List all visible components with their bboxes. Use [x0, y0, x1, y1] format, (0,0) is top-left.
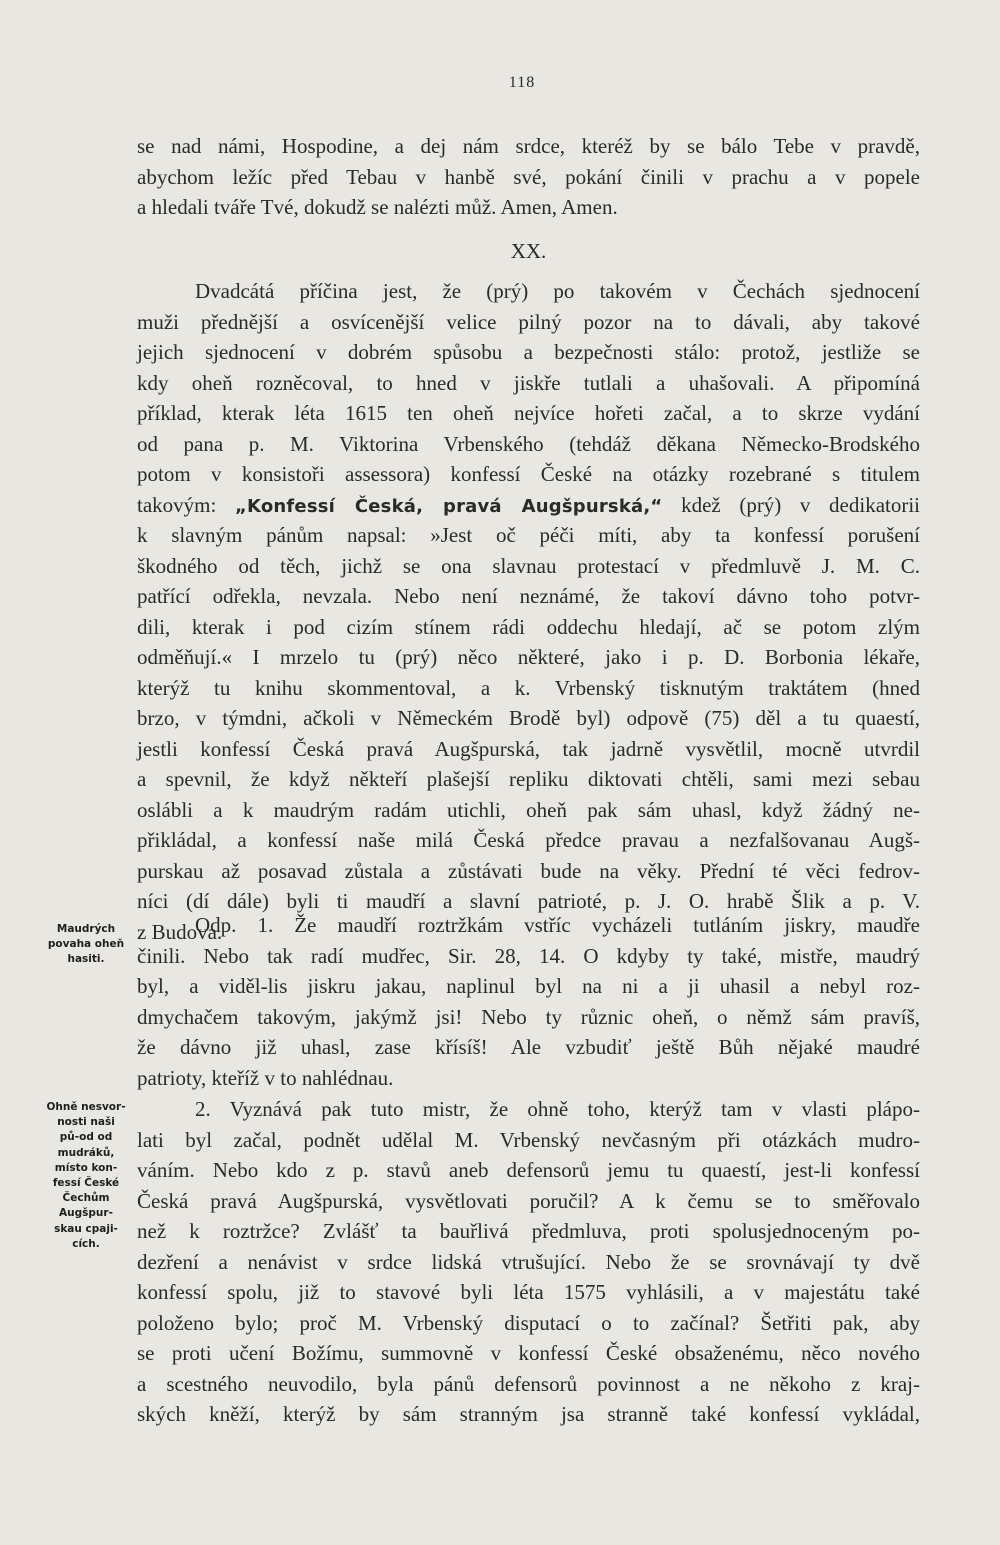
page-number: 118: [508, 74, 536, 91]
text-line: 2. Vyznává pak tuto mistr, že ohně toho, kterýž tam v vlasti plápo-: [195, 1097, 920, 1121]
text-line: patrioty, kteříž v to nahlédnau.: [137, 1065, 394, 1090]
text-line: Odp. 1. Že maudří roztržkám vstříc vycházeli tutláním jiskry, maudře: [195, 913, 920, 937]
text-line: přikládal, a konfessí naše milá Česká předce pravau a nezfalšovanau Augš-: [137, 828, 920, 852]
title-line: [137, 490, 920, 521]
text-line: níci (dí dále) byli ti maudří a slavní patrioté, p. J. O. hrabě Šlik a p. V.: [137, 889, 920, 913]
text-line: ských kněží, kterýž by sám stranným jsa stranně také konfessí vykládal,: [137, 1402, 920, 1426]
margin-note-fire-of-discord: [44, 1100, 128, 1252]
text-line: oslábli a k maudrým radám utichli, oheň pak sám uhasl, když žádný ne-: [137, 797, 920, 822]
text-line: konfessí spolu, již to stavové byli léta 1575 vyhlásili, a v majestátu také: [137, 1280, 920, 1304]
text-line: purskau až posavad zůstala a zůstávati bude na věky. Přední té věci fedrov-: [137, 858, 920, 883]
text-line: kdy oheň rozněcoval, to hned v jiskře tutlali a uhašovali. A připomíná: [137, 370, 920, 395]
margin-note-line: skau cpaji-: [54, 1222, 118, 1235]
margin-note-line: Maudrých: [56, 923, 116, 935]
text-line: a scestného neuvodilo, byla pánů defensorů povinnost a ne někoho z kraj-: [137, 1371, 920, 1396]
text-line: jestli konfessí Česká pravá Augšpurská, tak jadrně vysvětlil, mocně utvrdil: [137, 736, 920, 761]
text-line: že dávno již uhasl, zase křísíš! Ale vzbudiť ještě Bůh nějaké maudré: [137, 1035, 920, 1059]
text-line: Dvadcátá příčina jest, že (prý) po takovém v Čechách sjednocení: [195, 279, 920, 303]
text-line: dili, kterak i pod cizím stínem rádi oddechu hledají, ač se potom zlým: [137, 614, 920, 639]
margin-note-line: fessí České: [52, 1177, 120, 1190]
text-line: patřící odřekla, nevzala. Nebo není neznámé, že takoví dávno toho potvr-: [137, 584, 920, 608]
paragraph-twentieth-reason: [137, 276, 920, 947]
text-line: lati byl začal, podnět udělal M. Vrbenský nevčasným při otázkách mudro-: [137, 1127, 920, 1152]
text-line: příklad, kterak léta 1615 ten oheň nejvíce hořeti začal, a to skrze vydání: [137, 401, 920, 425]
text-line: se proti učení Božímu, summovně v konfessí České obsaženému, něco nového: [137, 1341, 920, 1365]
text-line: abychom ležíc před Tebau v hanbě své, pokání činili v prachu a v popele: [137, 164, 920, 189]
margin-note-wise-nature: [44, 922, 128, 968]
text-line: a spevnil, že když někteří plašejší repliku diktovati chtěli, sami mezi sebau: [137, 767, 920, 791]
text-line: kterýž tu knihu skommentoval, a k. Vrbenský tisknutým traktátem (hned: [137, 675, 920, 700]
title-line-pre: takovým:: [137, 492, 217, 517]
book-title: „Konfessí Česká, pravá Augšpurská,“: [234, 495, 663, 517]
text-line: dezření a nenávist v srdce lidská vtrušující. Nebo že se srovnávají ty dvě: [137, 1249, 920, 1274]
text-line: škodného od těch, jichž se ona slavnau protestací v předmluvě J. M. C.: [137, 553, 920, 578]
paragraph-answer-1: [137, 910, 920, 1093]
text-line: jejich sjednocení v dobrém spůsobu a bezpečnosti stálo: protož, jestliže se: [137, 340, 920, 364]
margin-note-line: cích.: [72, 1237, 100, 1250]
text-line: odměňují.« I mrzelo tu (prý) něco některé, jako i p. D. Borbonia lékaře,: [137, 645, 920, 669]
margin-note-line: pů-od od: [59, 1131, 113, 1144]
paragraph-answer-2: [137, 1094, 920, 1430]
text-line: muži přednější a osvícenější velice pilný pozor na to dávali, aby takové: [137, 309, 920, 334]
margin-note-line: Čechům: [62, 1192, 110, 1205]
title-line-post: kdež (prý) v dedikatorii: [681, 492, 921, 517]
text-line: z Budova.: [137, 919, 223, 944]
section-heading: XX.: [510, 239, 547, 263]
text-line: Česká pravá Augšpurská, vysvětlovati poručil? A k čemu se to směřovalo: [137, 1188, 920, 1213]
text-line: činili. Nebo tak radí mudřec, Sir. 28, 14. O kdyby ty také, mistře, maudrý: [137, 943, 920, 968]
text-line: dmychačem takovým, jakýmž jsi! Nebo ty různic oheň, o němž sám pravíš,: [137, 1004, 920, 1029]
text-line: než k roztržce? Zvlášť ta bauřlivá předmluva, proti spolusjednoceným po-: [137, 1219, 920, 1243]
text-line: se nad námi, Hospodine, a dej nám srdce, kteréž by se bálo Tebe v pravdě,: [137, 134, 920, 158]
text-line: potom v konsistoři assessora) konfessí České na otázky rozebrané s titulem: [137, 462, 920, 486]
margin-note-line: Augšpur-: [59, 1207, 113, 1220]
text-line: a hledali tváře Tvé, dokudž se nalézti můž. Amen, Amen.: [137, 195, 618, 219]
text-line: váním. Nebo kdo z p. stavů aneb defensorů jemu tu quaestí, jest-li konfessí: [137, 1158, 920, 1182]
margin-note-line: hasiti.: [67, 953, 105, 966]
paragraph-closing-prayer: [137, 131, 920, 223]
margin-note-line: místo kon-: [54, 1161, 118, 1174]
margin-note-line: povaha oheň: [47, 938, 125, 951]
text-line: byl, a viděl-lis jiskru jakau, naplinul byl na ni a ji uhasil a nebyl roz-: [137, 974, 920, 998]
text-line: brzo, v týmdni, ačkoli v Německém Brodě byl) odpově (75) děl a tu quaestí,: [137, 706, 920, 730]
margin-note-line: mudráků,: [57, 1146, 115, 1159]
text-line: k slavným pánům napsal: »Jest oč péči míti, aby ta konfessí porušení: [137, 523, 920, 547]
text-line: od pana p. M. Viktorina Vrbenského (tehdáž děkana Německo-Brodského: [137, 431, 920, 456]
margin-note-line: Ohně nesvor-: [46, 1101, 126, 1113]
text-line: položeno bylo; proč M. Vrbenský disputací o to začínal? Šetřiti pak, aby: [137, 1310, 920, 1335]
margin-note-line: nosti naši: [57, 1116, 115, 1129]
